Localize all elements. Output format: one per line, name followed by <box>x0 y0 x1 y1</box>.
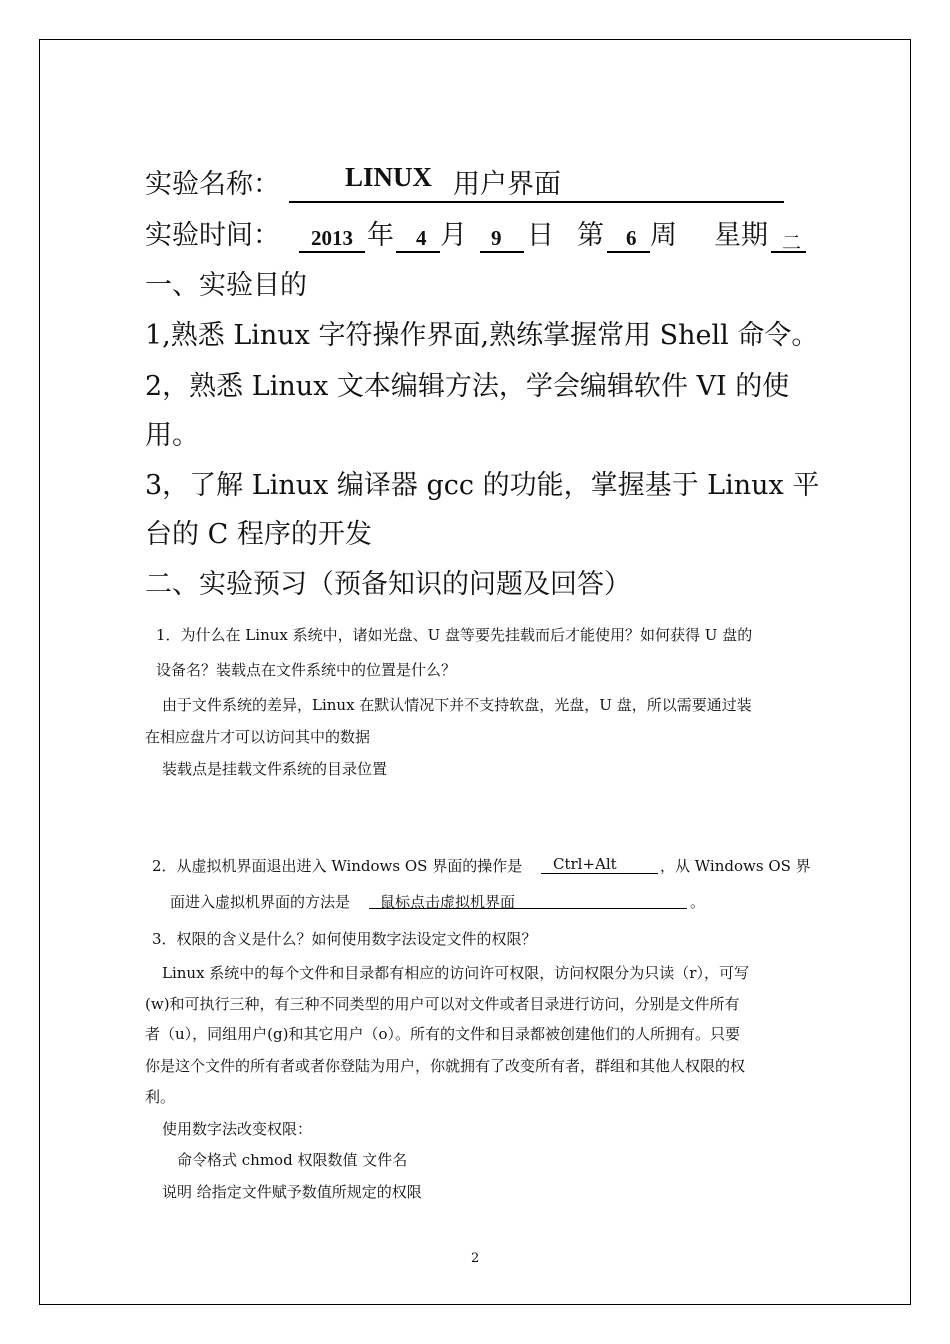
q3-answer-1: Linux 系统中的每个文件和目录都有相应的访问许可权限，访问权限分为只读（r），可写 <box>162 964 749 982</box>
page-number: 2 <box>471 1251 480 1266</box>
experiment-name-label: 实验名称： <box>145 169 280 200</box>
objective-line-2: 2，熟悉 Linux 文本编辑方法，学会编辑软件 VI 的使 <box>145 371 790 402</box>
section1-heading: 一、实验目的 <box>145 270 307 301</box>
month-unit: 月 <box>440 220 467 251</box>
q2-blank-1-underline <box>541 873 658 874</box>
q1-line-2: 设备名？装载点在文件系统中的位置是什么？ <box>156 661 457 679</box>
q3-answer-5: 利。 <box>145 1088 176 1106</box>
week-underline <box>607 251 650 253</box>
q3-command-format: 命令格式 chmod 权限数值 文件名 <box>177 1151 408 1169</box>
experiment-name-latin: LINUX <box>345 162 433 192</box>
weekday-underline <box>771 251 806 253</box>
week-unit: 周 <box>650 220 677 251</box>
experiment-time-label: 实验时间： <box>145 220 280 251</box>
q2-blank-1: Ctrl+Alt <box>553 855 617 873</box>
q1-answer-3: 装载点是挂载文件系统的目录位置 <box>162 760 388 778</box>
objective-line-4: 3，了解 Linux 编译器 gcc 的功能，掌握基于 Linux 平 <box>145 470 820 501</box>
year-underline <box>299 251 365 253</box>
q2-blank-2: 鼠标点击虚拟机界面 <box>380 893 516 911</box>
q3-method-title: 使用数字法改变权限： <box>162 1120 313 1138</box>
experiment-name-underline <box>289 201 784 203</box>
section2-heading: 二、实验预习（预备知识的问题及回答） <box>145 569 631 600</box>
weekday-label: 星期 <box>714 220 768 251</box>
objective-line-1: 1,熟悉 Linux 字符操作界面,熟练掌握常用 Shell 命令。 <box>145 320 819 351</box>
q2-line-2-suffix: 。 <box>690 893 706 911</box>
q3-answer-3: 者（u），同组用户(g)和其它用户（o）。所有的文件和目录都被创建他们的人所拥有。只要 <box>145 1025 741 1043</box>
year-value: 2013 <box>311 226 353 250</box>
week-prefix: 第 <box>577 220 604 251</box>
q2-line-2-prefix: 面进入虚拟机界面的方法是 <box>170 893 351 911</box>
week-value: 6 <box>626 226 637 250</box>
year-unit: 年 <box>367 220 394 251</box>
q2-blank-2-underline <box>369 908 687 909</box>
month-underline <box>396 251 440 253</box>
month-value: 4 <box>416 226 427 250</box>
day-unit: 日 <box>527 220 554 251</box>
q2-line-1-prefix: 2．从虚拟机界面退出进入 Windows OS 界面的操作是 <box>152 857 523 875</box>
q3-question: 3．权限的含义是什么？如何使用数字法设定文件的权限？ <box>152 930 537 948</box>
q1-answer-2: 在相应盘片才可以访问其中的数据 <box>145 728 371 746</box>
objective-line-3: 用。 <box>145 420 199 451</box>
q2-line-1-middle: ，从 Windows OS 界 <box>660 857 811 875</box>
q1-line-1: 1．为什么在 Linux 系统中，诸如光盘、U 盘等要先挂载而后才能使用？如何获得 U 盘的 <box>156 626 753 644</box>
weekday-value: 二 <box>782 232 802 254</box>
q1-answer-1: 由于文件系统的差异，Linux 在默认情况下并不支持软盘，光盘，U 盘，所以需要通过装 <box>162 696 752 714</box>
q3-explanation: 说明 给指定文件赋予数值所规定的权限 <box>162 1183 422 1201</box>
day-value: 9 <box>491 226 502 250</box>
q3-answer-4: 你是这个文件的所有者或者你登陆为用户，你就拥有了改变所有者，群组和其他人权限的权 <box>145 1057 746 1075</box>
q3-answer-2: (w)和可执行三种，有三种不同类型的用户可以对文件或者目录进行访问，分别是文件所有 <box>145 995 740 1013</box>
experiment-name-cn: 用户界面 <box>453 169 561 200</box>
objective-line-5: 台的 C 程序的开发 <box>145 519 372 550</box>
day-underline <box>480 251 524 253</box>
